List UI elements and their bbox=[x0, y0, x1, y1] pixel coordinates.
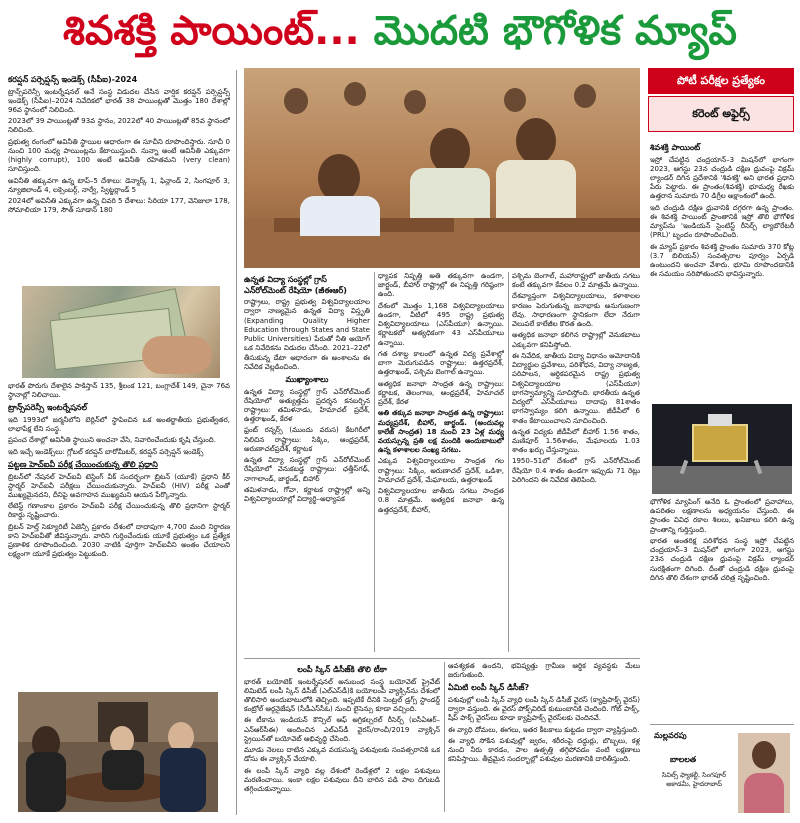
ger-col2-para-3: గత దశాబ్ద కాలంలో ఉన్నత విద్య ప్రవేశాల్లో బాగా మెరుగుపడిన రాష్ట్రాలు: ఉత్తరప్రదేశ్, ఉత్తరాఖండ్, పశ్చిమ బెంగాల్ ఉన్నాయి. bbox=[378, 349, 504, 377]
ti-para-3: ఇది ఇచ్చే ఇండెక్స్‌లు: గ్లోబల్ కరప్షన్ బారోమీటర్, కరప్షన్ పర్సెప్షన్ ఇండెక్స్ bbox=[8, 447, 204, 456]
ti-heading: ట్రాన్స్‌పరెన్సీ ఇంటర్నేషనల్ bbox=[8, 403, 88, 413]
ger-intro: రాష్ట్రాలు, రాష్ట్ర ప్రభుత్వ విశ్వవిద్యాలయాల ద్వారా నాణ్యమైన ఉన్నత విద్యా విస్తృతి (Expanding Quality Higher Education through States and State Public Universities) పేరుతో నీతి ఆయోగ్ ఒక నివేదికను విడుదల చేసింది. 2021–22లో తీసుకున్న డేటా ఆధారంగా ఈ అంశాలను ఈ నివేదిక వెల్లడించింది. bbox=[244, 298, 370, 371]
cpi-para-1: ట్రాన్స్‌పరెన్సీ ఇంటర్నేషనల్ అనే సంస్థ విడుదల చేసిన వార్షిక కరప్షన్ పర్సెప్షన్స్ ఇండెక్స్ (సీపీఐ)–2024 నివేదికలో భారత్ 38 పాయింట్లతో మొత్తం 180 దేశాల్లో 96వ స్థానంలో నిలిచింది. bbox=[8, 87, 230, 115]
lumpy-col2-lead: ఆవశ్యకత ఉందని, భవిష్యత్తు గ్రామీణ ఆర్థిక వ్యవస్థకు మేలు జరుగుతుంది. bbox=[448, 662, 640, 680]
author-description: సివిల్స్ ఫ్యాకల్టీ, సింగపూర్ అకాడమీ, హైదరాబాద్ bbox=[661, 771, 727, 788]
hiv-para-1: బ్రిటన్‌లో నేషనల్ హెచ్‌ఐవీ టెస్టింగ్ వీక్ సందర్భంగా బ్రిటన్ (యూకే) ప్రధాని కీర్ స్టార్మర్ హెచ్‌ఐవీ పరీక్షలు చేయించుకున్నారు. హెచ్‌ఐవీ (HIV) పరీక్ష ఎంతో ముఖ్యమైనదని, దీనిపై అవగాహన ముఖ్యమని ఆయన పేర్కొన్నారు. bbox=[8, 472, 230, 499]
classroom-students-photo bbox=[244, 68, 640, 268]
lumpy-para-2: ఈ టీకాను ఇండియన్ కౌన్సిల్ ఆఫ్ అగ్రికల్చరల్ రీసెర్చ్ (ఐసీఏఆర్–ఎన్‌ఆర్‌సీఈ) అందించిన ఎల్‌ఎస్‌డీ వైరస్/రాంచీ/2019 వ్యాక్సిన్ స్ట్రెయిన్‌తో బయోవెట్ అభివృద్ధి చేసింది. bbox=[244, 716, 440, 743]
middle-column-2 bbox=[378, 272, 504, 652]
ger-col3-para-3: అత్యధిక జనాభా కలిగిన రాష్ట్రాల్లో వెనుకబాటు ఎక్కువగా కనిపిస్తోంది. bbox=[512, 331, 640, 349]
ger-highlights-heading: ముఖ్యాంశాలు bbox=[285, 374, 329, 384]
lumpy-col2-para-1: పశువుల్లో లంపీ స్కిన్ వ్యాధి లంపీ స్కిన్ డిసీజ్ వైరస్ (క్యాప్రిపాక్స్ వైరస్) ద్వారా వస్తుంది. ఈ వైరస్ పోక్స్‌విరిడే కుటుంబానికి చెందింది. గోట్ పాక్స్, షీప్ పాక్స్ వైరస్‌లు కూడా క్యాప్రిపాక్స్ వైరస్‌లకు చెందినవే. bbox=[448, 696, 640, 723]
lumpy-what-heading: ఏమిటి లంపీ స్కిన్ డిసీజ్? bbox=[448, 683, 530, 693]
right-column-2 bbox=[650, 498, 794, 718]
lumpy-para-4: ఈ లంపీ స్కిన్ వ్యాధి వల్ల దేశంలో రెండేళ్లలో 2 లక్షల పశువులు మరణించాయి. ఇంకా లక్షల పశువులు దీని బారిన పడి పాల దిగుబడి తగ్గించుకున్నాయి. bbox=[244, 766, 440, 794]
ger-col2-para-1: ధ్యాపక నిష్పత్తి అతి తక్కువగా ఉండగా, జార్ఖండ్, బీహార్ రాష్ట్రాల్లో ఈ నిష్పత్తి గరిష్ఠంగా ఉంది. bbox=[378, 272, 504, 299]
cpi-para-5: 2024లో అవినీతి ఎక్కువగా ఉన్న చివరి 5 దేశాలు: సిరియా 177, వెనిజులా 178, సోమాలియా 179, సౌత్ సూడాన్ 180 bbox=[8, 197, 230, 215]
ger-col2-para-6: ఎక్కువ విశ్వవిద్యాలయాల సాంద్రత గల రాష్ట్రాలు: సిక్కిం, అరుణాచల్ ప్రదేశ్, ఒడిశా, హిమాచల్ ప్రదేశ్, మేఘాలయ, ఉత్తరాఖండ్ bbox=[378, 457, 504, 484]
middle-column-1 bbox=[244, 272, 370, 652]
cpi-para-3: ప్రభుత్వ రంగంలో అవినీతి స్థాయిల ఆధారంగా ఈ సూచీని రూపొందిస్తారు. సూచీ 0 నుంచి 100 మధ్య పాయింట్లను కేటాయిస్తుంది. సున్నా అంటే అవినీతి ఎక్కువగా (highly corrupt), 100 అంటే అవినీతి రహితమని (very clean) సూచిస్తుంది. bbox=[8, 137, 230, 174]
ger-col3-para-2: దేశవ్యాప్తంగా విశ్వవిద్యాలయాలు, కళాశాలల కారణం పెరుగుతున్న జనాభాకు అనుగుణంగా లేవు. సాధారణంగా స్థానికంగా లేదా నేరుగా వెలుపలే కాలేజీల కొరత ఉంది. bbox=[512, 292, 640, 329]
author-name: బాలలత bbox=[670, 755, 697, 764]
ger-col3-para-6: 1950–51లో దేశంలో గ్రాస్ ఎన్‌రోల్‌మెంట్ రేషియో 0.4 శాతం ఉండగా ఇప్పుడు 71 రెట్లు పెరిగిందని ఈ నివేదిక తెలిపింది. bbox=[512, 457, 640, 484]
ti-para-2: ప్రపంచ దేశాల్లో అవినీతి స్థాయిని అంచనా వేసి, నివారించేందుకు కృషి చేస్తుంది. bbox=[8, 436, 216, 445]
cpi-heading: కరప్షన్ పర్సెప్షన్స్ ఇండెక్స్ (సీపీఐ)-2024 bbox=[8, 75, 138, 84]
ti-para-1: ఇది 1993లో జర్మనీలోని బెర్లిన్‌లో స్థాపించిన ఒక అంతర్జాతీయ ప్రభుత్వేతర, లాభాపేక్ష లేని సంస్థ. bbox=[8, 416, 230, 434]
shivashakti-heading: శివశక్తి పాయింట్ bbox=[650, 143, 701, 152]
hiv-para-2: లేటెస్ట్ గణాంకాల ప్రకారం హెచ్‌ఐవీ పరీక్ష చేయించుకున్న తొలి ప్రధానిగా స్టార్మర్ రికార్డు సృష్టించారు. bbox=[8, 502, 230, 520]
hiv-heading: పట్టణ హెచ్‌ఐవీ పరీక్ష చేయించుకున్న తొలి ప్రధాని bbox=[8, 459, 158, 469]
lumpy-column-2 bbox=[448, 662, 640, 818]
uk-pm-hiv-test-photo bbox=[18, 692, 218, 812]
shivashakti-para-5: భారత అంతరిక్ష పరిశోధన సంస్థ ఇస్రో చేపట్టిన చంద్రయాన్–3 మిషన్‌లో భాగంగా 2023, ఆగస్టు 23న చంద్రుడి దక్షిణ ధ్రువంపై విక్రమ్ ల్యాండర్ సురక్షితంగా దిగింది. దీంతో చంద్రుడి దక్షిణ ధ్రువంపై దిగిన తొలి దేశంగా భారత్ చరిత్ర సృష్టించింది. bbox=[650, 536, 794, 582]
headline-red-part: శివశక్తి పాయింట్... bbox=[63, 8, 360, 54]
cpi-para-2: 2023లో 39 పాయింట్లతో 93వ స్థానం, 2022లో 40 పాయింట్లతో 85వ స్థానంలో నిలిచింది. bbox=[8, 117, 230, 135]
cpi-para-4: అవినీతి తక్కువగా ఉన్న టాప్–5 దేశాలు: డెన్మార్క్ 1, ఫిన్లాండ్ 2, సింగపూర్ 3, న్యూజిలాండ్ 4, లక్సెంబర్గ్, నార్వే, స్విట్జర్లాండ్ 5 bbox=[8, 176, 230, 194]
ger-bullet-4: తమిళనాడు, గోవా, కర్ణాటక రాష్ట్రాల్లో అన్ని విశ్వవిద్యాలయాల్లో విద్యార్థి–అధ్యాపక bbox=[244, 485, 370, 504]
page-headline bbox=[0, 0, 800, 62]
lumpy-col2-para-2: ఈ వ్యాధి దోమలు, ఈగలు, ఇతర కీటకాలు కుట్టడం ద్వారా వ్యాప్తిస్తుంది. bbox=[448, 725, 640, 734]
hiv-para-3: బ్రిటన్ హెల్త్ సెక్యూరిటీ ఏజెన్సీ ప్రకారం దేశంలో దాదాపుగా 4,700 మంది నిర్ధారణ కాని హెచ్‌ఐవీతో జీవిస్తున్నారు. వారిని గుర్తించేందుకు యూకే ప్రభుత్వం ఒక ప్రత్యేక ప్రణాళిక రూపొందించింది. 2030 నాటికి పూర్తిగా హెచ్‌ఐవీని అంతం చేయాలని లక్ష్యంగా యూకే ప్రభుత్వం పెట్టుకుంది. bbox=[8, 522, 230, 559]
ger-bullet-1: ఉన్నత విద్యా సంస్థల్లో గ్రాస్ ఎన్‌రోల్‌మెంట్ రేషియోలో అత్యుత్తమ ప్రదర్శన కనబర్చిన రాష్ట్రాలు: తమిళనాడు, హిమాచల్ ప్రదేశ్, ఉత్తరాఖండ్, కేరళ bbox=[244, 387, 370, 424]
vikram-lander-photo bbox=[652, 404, 792, 494]
left-column bbox=[8, 72, 230, 282]
ger-col2-para-7: విశ్వవిద్యాలయాల జాతీయ సగటు సాంద్రత 0.8 మాత్రమే. అత్యధిక జనాభా ఉన్న ఉత్తరప్రదేశ్, బీహార్, bbox=[378, 487, 504, 514]
headline-green-part: మొదటి భౌగోళిక మ్యాప్ bbox=[373, 8, 737, 54]
author-place: మల్లవరపు bbox=[654, 731, 687, 740]
shivashakti-para-3: ఈ మ్యాప్ ప్రకారం శివశక్తి ప్రాంతం సుమారు 370 కోట్ల (3.7 బిలియన్) సంవత్సరాల పూర్వం ఏర్పడి ఉంటుందని అంచనా వేశారు. భూమి రూపొందడానికి ఈ సమయం సరిపోతుందని భావిస్తున్నారు. bbox=[650, 242, 794, 279]
lumpy-heading: లంపీ స్కిన్ డిసీజ్‌కి తొలి టీకా bbox=[297, 665, 387, 674]
author-box bbox=[650, 724, 794, 818]
author-photo bbox=[738, 733, 790, 813]
ger-col2-para-5: అతి తక్కువ జనాభా సాంద్రత ఉన్న రాష్ట్రాలు: మధ్యప్రదేశ్, బీహార్, జార్ఖండ్. (అందువల్ల కాలేజ్ సాంద్రత) 18 నుంచి 23 ఏళ్ల మధ్య వయస్సున్న ప్రతి లక్ష మందికి అందుబాటులో ఉన్న కళాశాలల సంఖ్య సగటు. bbox=[378, 409, 504, 455]
ger-col2-para-2: దేశంలో మొత్తం 1,168 విశ్వవిద్యాలయాలు ఉండగా, వీటిలో 495 రాష్ట్ర ప్రభుత్వ విశ్వవిద్యాలయాలు (ఎస్‌పీయూ) ఉన్నాయి. కర్ణాటకలో అత్యధికంగా 43 ఎస్‌పీయూలు ఉన్నాయి. bbox=[378, 301, 504, 347]
lumpy-para-1: భారత్ బయోటెక్ ఇంటర్నేషనల్ అనుబంధ సంస్థ బయోవెట్ ప్రైవేట్ లిమిటెడ్ లంపీ స్కిన్ డిసీజ్ (ఎల్‌ఎస్‌డీ)కి బయోలంపీ వ్యాక్సిన్‌ను దేశంలో తొలిసారి అందుబాటులోకి తెచ్చింది. ఇప్పటికే దీనికి సెంట్రల్ డ్రగ్స్ స్టాండర్డ్ కంట్రోల్ ఆర్గనైజేషన్ (సీడీఎస్‌సీఓ) నుంచి లైసెన్సు కూడా వచ్చింది. bbox=[244, 677, 440, 714]
ger-col3-para-4: ఈ నివేదిక, జాతీయ విద్యా విధానం ఆమోదానికి విద్యార్థుల ప్రవేశాలు, పరిశోధన, విద్యా నాణ్యత, పరిపాలన, ఆర్థికపరమైన రాష్ట్ర ప్రభుత్వ విశ్వవిద్యాలయాల (ఎస్‌పీయూ) భాగస్వామ్యాన్ని సూచిస్తోంది. భారతీయ ఉన్నత విద్యలో ఎస్‌పీయూలు దాదాపు 81శాతం భాగస్వామ్యం కలిగి ఉన్నాయి. జీడీపీలో 6 శాతం కేటాయించాలని సూచించింది. bbox=[512, 351, 640, 425]
ger-col2-para-4: అత్యధిక జనాభా సాంద్రత ఉన్న రాష్ట్రాలు: కర్ణాటక, తెలంగాణ, ఆంధ్రప్రదేశ్, హిమాచల్ ప్రదేశ్, కేరళ bbox=[378, 379, 504, 407]
shivashakti-para-1: ఇస్రో చేపట్టిన చంద్రయాన్–3 మిషన్‌లో భాగంగా 2023, ఆగస్టు 23న చంద్రుడి దక్షిణ ధ్రువంపై విక్రమ్ ల్యాండర్ దిగిన ప్రదేశానికి 'శివశక్తి' అని భారత ప్రధాని పేరు పెట్టారు. ఈ ప్రాంతం(శివశక్తి) భూమధ్య రేఖకు ఉత్తరాన సుమారు 70 డిగ్రీల అక్షాంశంలో ఉంది. bbox=[650, 155, 794, 201]
lumpy-column-1 bbox=[244, 662, 440, 818]
shivashakti-para-2: ఇది చంద్రుడి దక్షిణ ధ్రువానికి దగ్గరగా ఉన్న ప్రాంతం. ఈ శివశక్తి పాయింట్ ప్రాంతానికి ఇస్రో తొలి భౌగోళిక మ్యాప్‌ను 'ఇండియన్ సైంటిస్ట్ రీసెర్చ్ ల్యాబొరేటరీ (PRL)' బృందం రూపొందించింది. bbox=[650, 203, 794, 240]
competitive-exams-banner: పోటీ పరీక్షల ప్రత్యేకం bbox=[648, 68, 794, 94]
current-affairs-banner: కరెంట్ అఫైర్స్ bbox=[648, 96, 794, 132]
shivashakti-para-4: భౌగోళిక మ్యాపింగ్ అనేది ఓ ప్రాంతంలో ప్రవాహాలు, ఉపరితల లక్షణాలను అధ్యయనం చేస్తుంది. ఈ ప్రాంతం వివిధ రకాల శిలలు, ఖనిజాలు కలిగి ఉన్న ప్రాంతాన్ని గుర్తిస్తుంది. bbox=[650, 498, 794, 534]
ger-bullet-3: ఉన్నత విద్యా సంస్థల్లో గ్రాస్ ఎన్‌రోల్‌మెంట్ రేషియోలో వెనుకబడ్డ రాష్ట్రాలు: ఛత్తీస్‌గఢ్, నాగాలాండ్, జార్ఖండ్, బిహార్ bbox=[244, 456, 370, 483]
lumpy-para-3: మూడు నెలలు దాటిన ఎక్కువ వయసున్న పశువులకు సంవత్సరానికి ఒక డోసు ఈ వ్యాక్సిన్ వేయాలి. bbox=[244, 746, 440, 764]
ger-col3-para-5: ఉన్నత విద్యకు జీడీపీలో బీహార్ 1.56 శాతం, మణిపూర్ 1.56శాతం, మేఘాలయ 1.03 శాతం ఖర్చు చేస్తున్నాయి. bbox=[512, 427, 640, 455]
right-column-1 bbox=[650, 140, 794, 402]
cpi-neighbours: భారత్ పొరుగు దేశాలైన పాకిస్తాన్ 135, శ్రీలంక 121, బంగ్లాదేశ్ 149, చైనా 76వ స్థానాల్లో నిలిచాయి. bbox=[8, 382, 230, 400]
left-column-2 bbox=[8, 382, 230, 682]
ger-heading: ఉన్నత విద్యా సంస్థల్లో గ్రాస్ ఎన్‌రోల్‌మెంట్ రేషియో (జీఈఆర్) bbox=[244, 275, 347, 295]
middle-column-3 bbox=[512, 272, 640, 652]
ger-bullet-2: ఫ్రంట్ రన్నర్స్ (ముందు వరుస) కేటగిరీలో నిలిచిన రాష్ట్రాలు: సిక్కిం, ఆంధ్రప్రదేశ్, అరుణాచల్‌ప్రదేశ్, కర్ణాటక bbox=[244, 426, 370, 453]
lumpy-col2-para-3: ఈ వ్యాధి సోకిన పశువుల్లో జ్వరం, శరీరంపై దద్దుర్లు, బొబ్బలు, కళ్ల నుంచి నీరు కారడం, పాల ఉత్పత్తి తగ్గిపోవడం వంటి లక్షణాలు కనిపిస్తాయి. తీవ్రమైన సందర్భాల్లో పశువుల మరణానికి దారితీస్తుంది. bbox=[448, 736, 640, 764]
currency-notes-photo bbox=[22, 286, 220, 378]
ger-col3-para-1: పశ్చిమ బెంగాల్, మహారాష్ట్రలో జాతీయ సగటు కంటే తక్కువగా కేవలం 0.2 మాత్రమే ఉన్నాయి. bbox=[512, 272, 640, 290]
